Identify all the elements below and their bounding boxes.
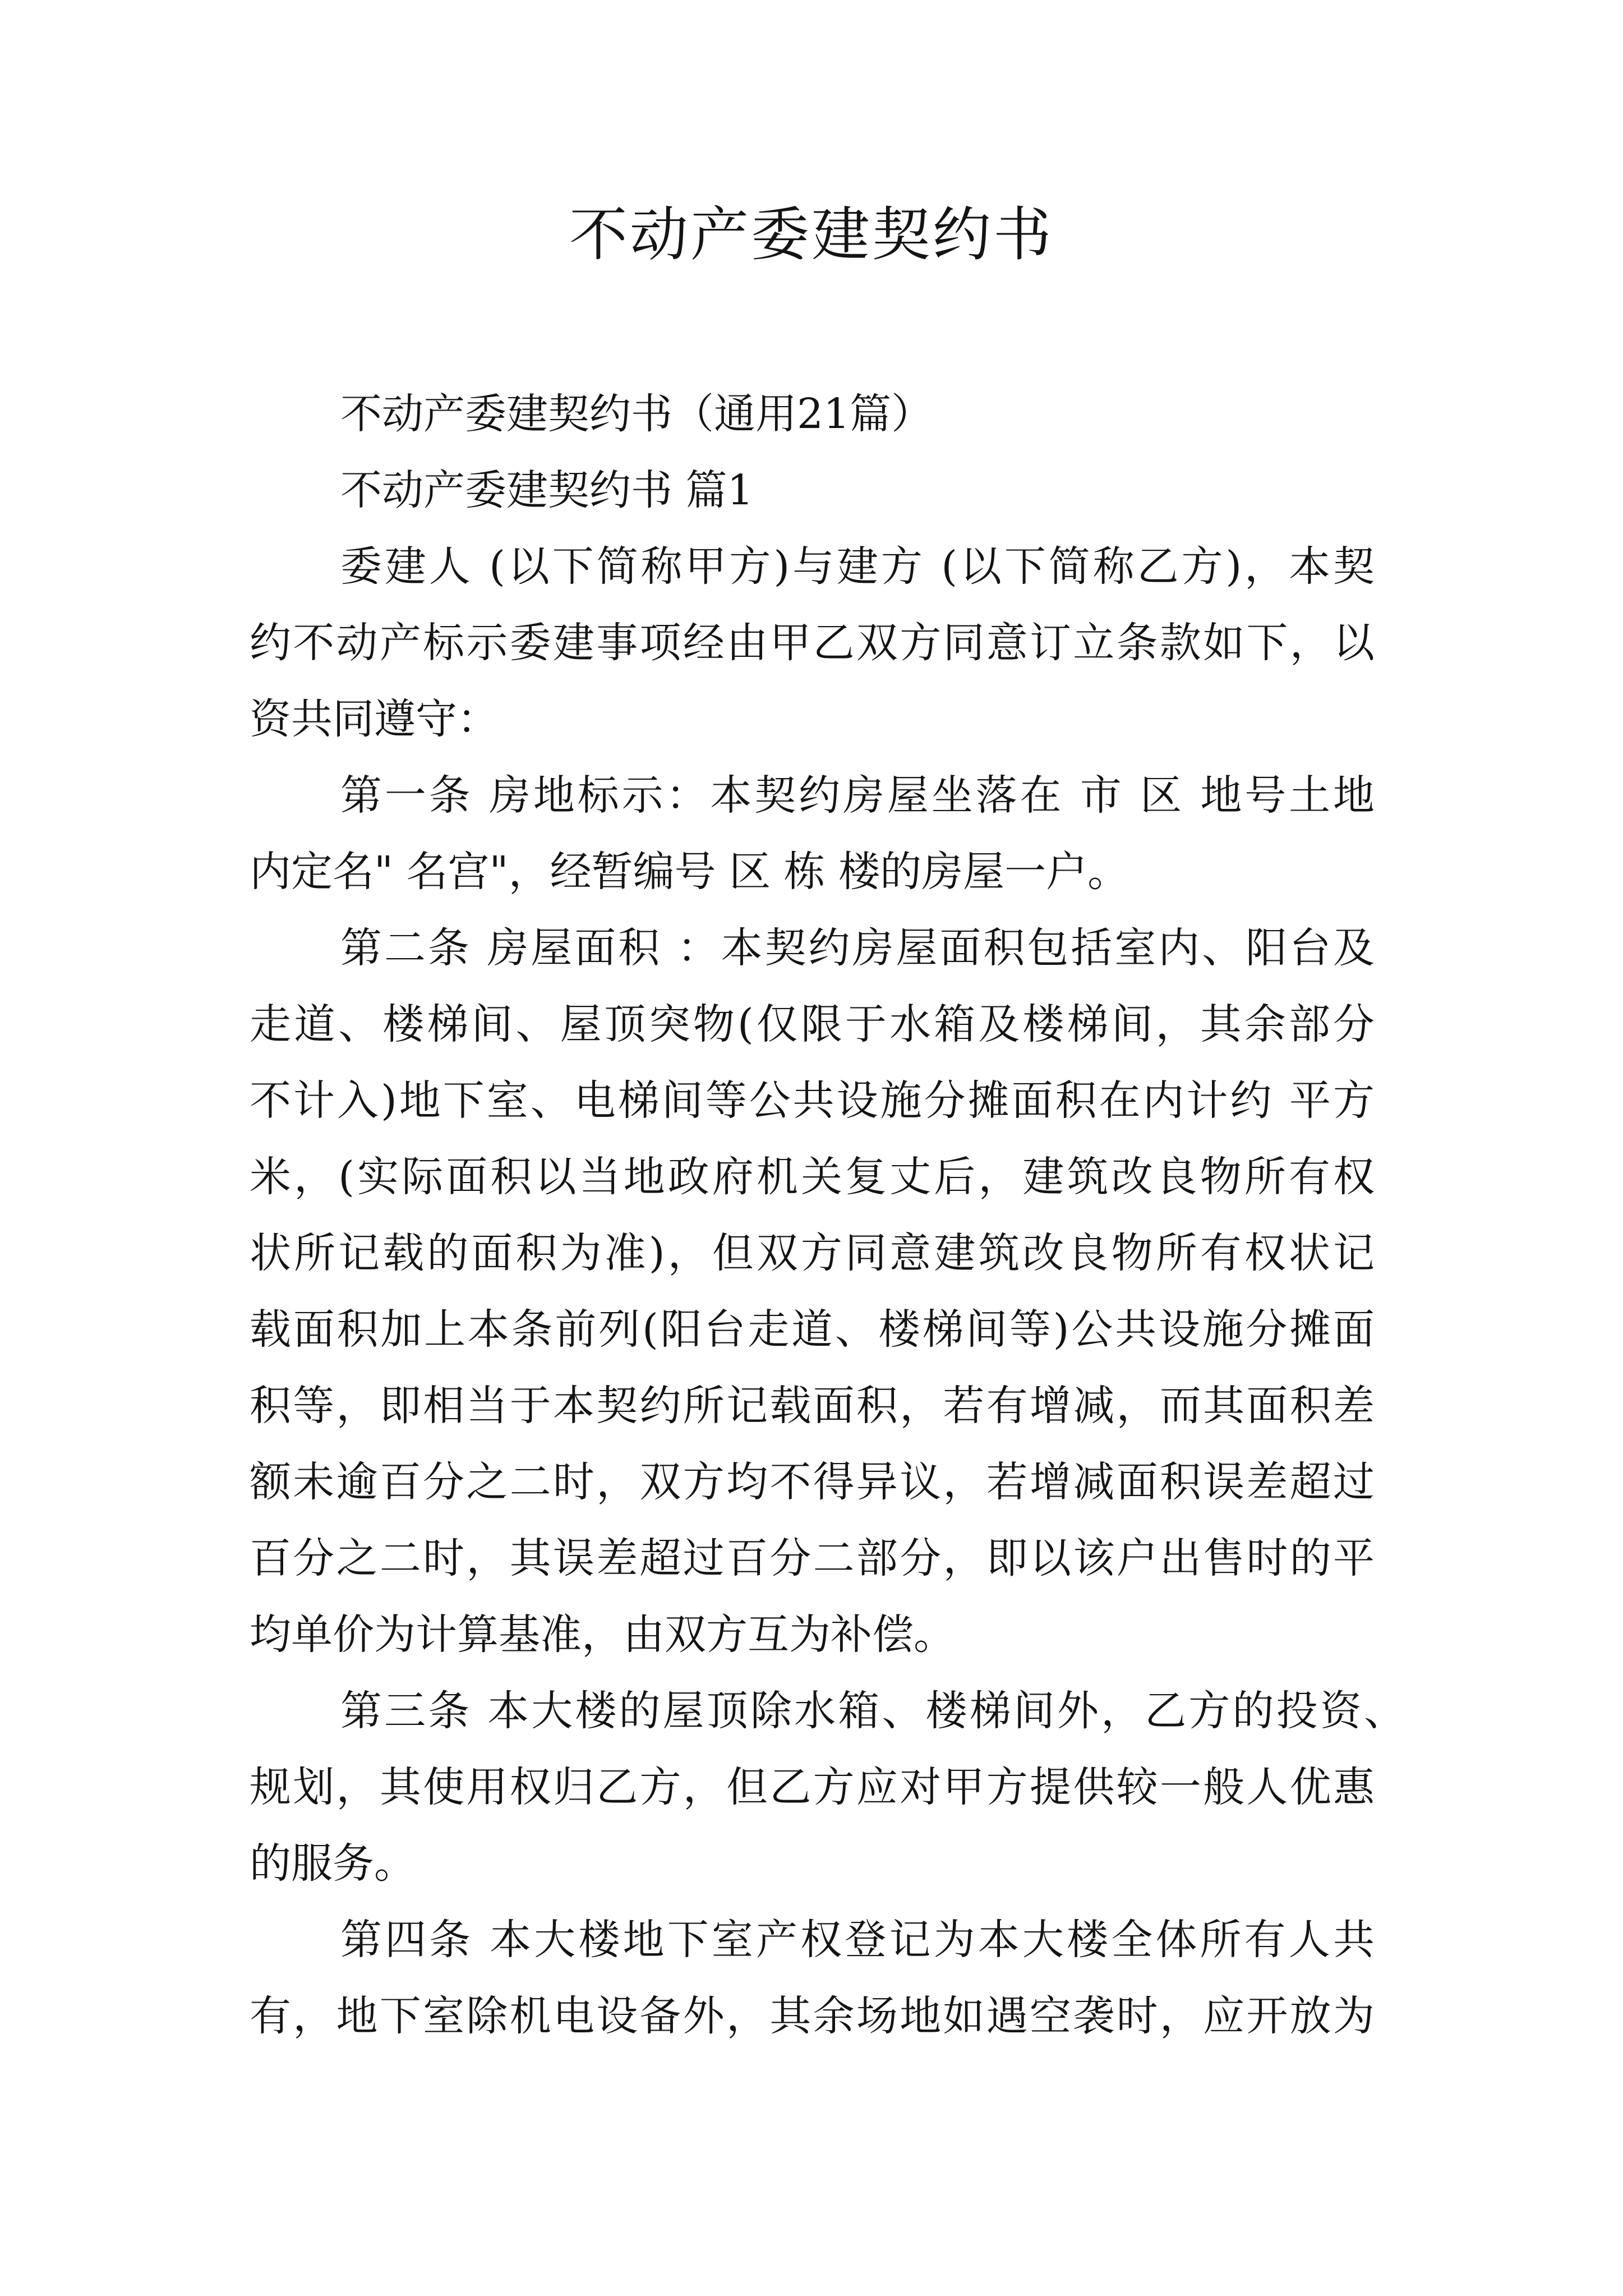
paragraph-line: 委建人 (以下简称甲方)与建方 (以下简称乙方)，本契 (340, 542, 1375, 591)
article-2 (250, 910, 1375, 1673)
paragraph-line: 第一条 房地标示：本契约房屋坐落在 市 区 地号土地 (340, 771, 1375, 820)
paragraph-line: 载面积加上本条前列(阳台走道、楼梯间等)公共设施分摊面 (250, 1305, 1375, 1354)
collection-heading (250, 376, 1375, 452)
article-1 (250, 757, 1375, 910)
paragraph-line: 状所记载的面积为准)，但双方同意建筑改良物所有权状记 (250, 1229, 1375, 1277)
paragraph-line: 规划，其使用权归乙方，但乙方应对甲方提供较一般人优惠 (250, 1763, 1375, 1811)
document-title: 不动产委建契约书 (569, 200, 1054, 269)
paragraph-preamble (250, 528, 1375, 757)
section-heading (250, 452, 1375, 528)
paragraph-line: 第三条 本大楼的屋顶除水箱、楼梯间外，乙方的投资、 (340, 1687, 1405, 1735)
paragraph-line: 不动产委建契约书（通用21篇） (340, 390, 933, 438)
paragraph-line: 米，(实际面积以当地政府机关复丈后，建筑改良物所有权 (250, 1153, 1375, 1201)
article-4 (250, 1902, 1375, 2054)
paragraph-line: 资共同遵守： (250, 695, 499, 743)
paragraph-line: 约不动产标示委建事项经由甲乙双方同意订立条款如下，以 (250, 619, 1375, 667)
paragraph-line: 均单价为计算基准，由双方互为补偿。 (250, 1611, 955, 1659)
paragraph-line: 的服务。 (250, 1839, 416, 1888)
paragraph-line: 有，地下室除机电设备外，其余场地如遇空袭时，应开放为 (250, 1992, 1375, 2040)
paragraph-line: 第二条 房屋面积 ：本契约房屋面积包括室内、阳台及 (340, 924, 1375, 972)
paragraph-line: 积等，即相当于本契约所记载面积，若有增减，而其面积差 (250, 1382, 1375, 1430)
paragraph-line: 不计入)地下室、电梯间等公共设施分摊面积在内计约 平方 (250, 1076, 1375, 1125)
paragraph-line: 额未逾百分之二时，双方均不得异议，若增减面积误差超过 (250, 1458, 1375, 1506)
paragraph-line: 第四条 本大楼地下室产权登记为本大楼全体所有人共 (340, 1916, 1375, 1964)
paragraph-line: 百分之二时，其误差超过百分二部分，即以该户出售时的平 (250, 1534, 1375, 1582)
document-body (250, 376, 1405, 2054)
article-3 (250, 1673, 1405, 1902)
paragraph-line: 不动产委建契约书 篇1 (340, 466, 754, 514)
paragraph-line: 走道、楼梯间、屋顶突物(仅限于水箱及楼梯间，其余部分 (250, 1000, 1375, 1048)
paragraph-line: 内定名" 名宫"，经暂编号 区 栋 楼的房屋一户。 (250, 848, 1129, 896)
